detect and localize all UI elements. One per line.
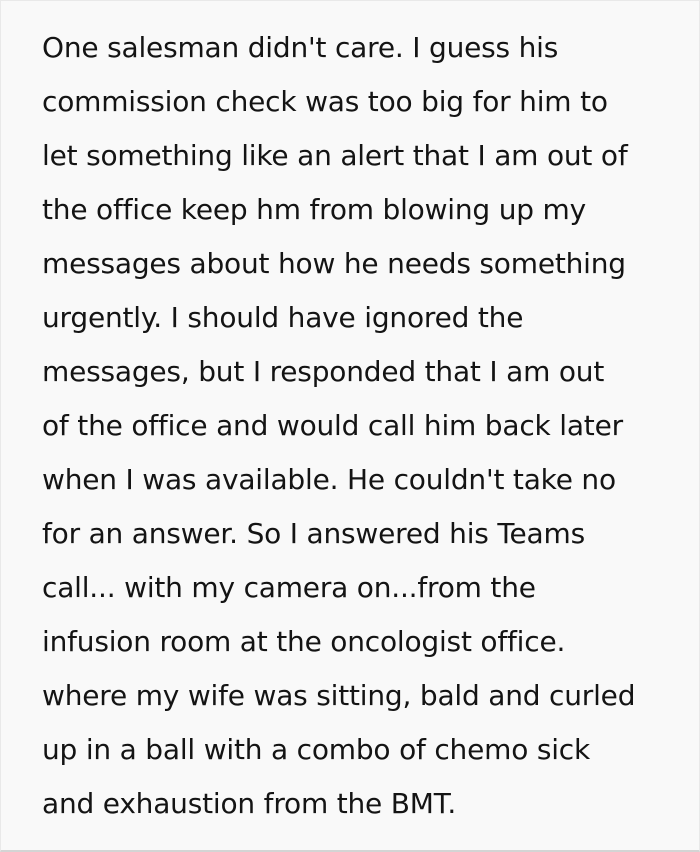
text-line: messages, but I responded that I am out xyxy=(42,355,605,388)
text-line: infusion room at the oncologist office. xyxy=(42,625,566,658)
text-line: One salesman didn't care. I guess his xyxy=(42,31,559,64)
text-line: commission check was too big for him to xyxy=(42,85,608,118)
text-line: call... with my camera on...from the xyxy=(42,571,536,604)
text-line: the office keep hm from blowing up my xyxy=(42,193,586,226)
text-line: messages about how he needs something xyxy=(42,247,626,280)
text-line: up in a ball with a combo of chemo sick xyxy=(42,733,591,766)
text-line: let something like an alert that I am out of xyxy=(42,139,628,172)
text-line: where my wife was sitting, bald and curled xyxy=(42,679,636,712)
story-paragraph xyxy=(1,1,699,831)
text-line: when I was available. He couldn't take no xyxy=(42,463,616,496)
text-line: for an answer. So I answered his Teams xyxy=(42,517,585,550)
text-line: and exhaustion from the BMT. xyxy=(42,787,457,820)
text-line: urgently. I should have ignored the xyxy=(42,301,524,334)
text-line: of the office and would call him back later xyxy=(42,409,623,442)
